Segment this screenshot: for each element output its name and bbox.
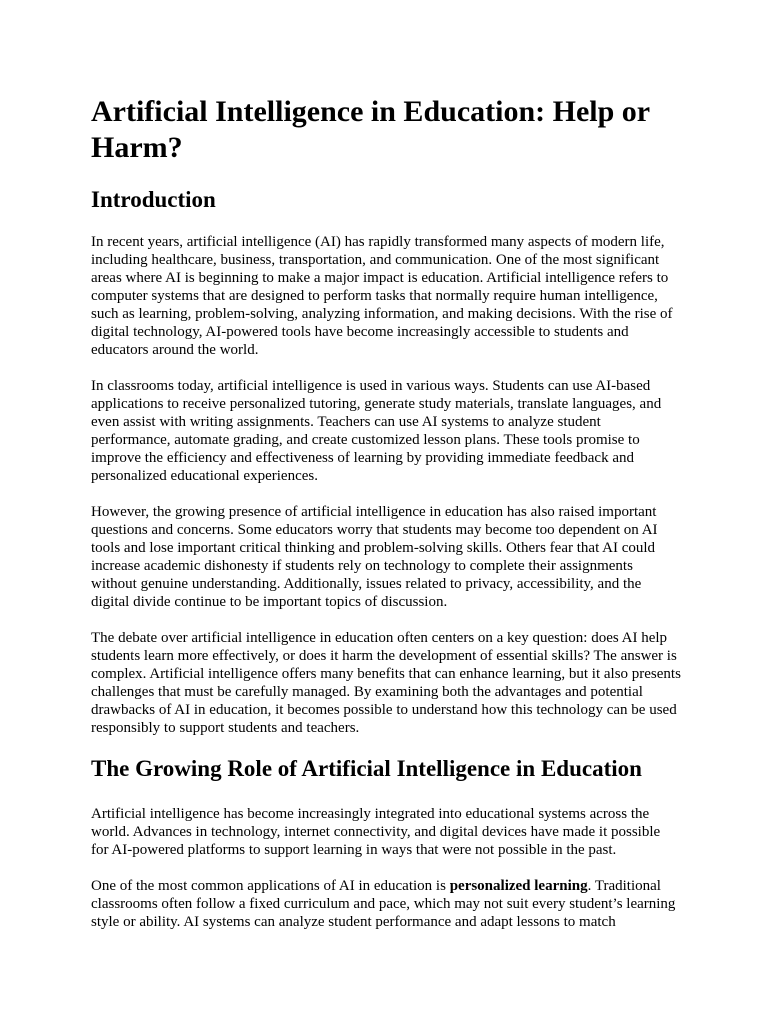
section-heading-growing-role: The Growing Role of Artificial Intelligence in Education bbox=[91, 756, 642, 781]
bold-term: personalized learning bbox=[449, 878, 588, 894]
paragraph: The debate over artificial intelligence in education often centers on a key question: does AI help students learn more effectively, or does it harm the development of essential skills? The answer is complex. Artificial intelligence offers many benefits that can enhance learning, but it also presents challenges that must be carefully managed. By examining both the advantages and potential drawbacks of AI in education, it becomes possible to understand how this technology can be used responsibly to support students and teachers. bbox=[91, 630, 681, 736]
paragraph: Artificial intelligence has become increasingly integrated into educational systems across the world. Advances in technology, internet connectivity, and digital devices have made it possible for AI-powered platforms to support learning in ways that were not possible in the past. bbox=[91, 806, 661, 858]
paragraph-personalized-learning bbox=[91, 877, 681, 931]
paragraph-text: One of the most common applications of AI in education is bbox=[91, 878, 450, 894]
document-title: Artificial Intelligence in Education: Help or Harm? bbox=[91, 95, 650, 164]
paragraph-text: . Traditional classrooms often follow a fixed curriculum and pace, which may not suit every student’s learning style or ability. AI systems can analyze student performance and adapt lessons to match bbox=[91, 878, 676, 930]
document-body bbox=[91, 94, 681, 931]
paragraph: In classrooms today, artificial intelligence is used in various ways. Students can use AI-based applications to receive personalized tutoring, generate study materials, translate languages, and even assist with writing assignments. Teachers can use AI systems to analyze student performance, automate grading, and create customized lesson plans. These tools promise to improve the efficiency and effectiveness of learning by providing immediate feedback and personalized educational experiences. bbox=[91, 378, 662, 484]
paragraph: However, the growing presence of artificial intelligence in education has also raised important questions and concerns. Some educators worry that students may become too dependent on AI tools and lose important critical thinking and problem-solving skills. Others fear that AI could increase academic dishonesty if students rely on technology to complete their assignments without genuine understanding. Additionally, issues related to privacy, accessibility, and the digital divide continue to be important topics of discussion. bbox=[91, 504, 658, 610]
paragraph: In recent years, artificial intelligence (AI) has rapidly transformed many aspects of modern life, including healthcare, business, transportation, and communication. One of the most significant areas where AI is beginning to make a major impact is education. Artificial intelligence refers to computer systems that are designed to perform tasks that normally require human intelligence, such as learning, problem-solving, analyzing information, and making decisions. With the rise of digital technology, AI-powered tools have become increasingly accessible to students and educators around the world. bbox=[91, 234, 673, 358]
section-heading-introduction: Introduction bbox=[91, 187, 216, 212]
